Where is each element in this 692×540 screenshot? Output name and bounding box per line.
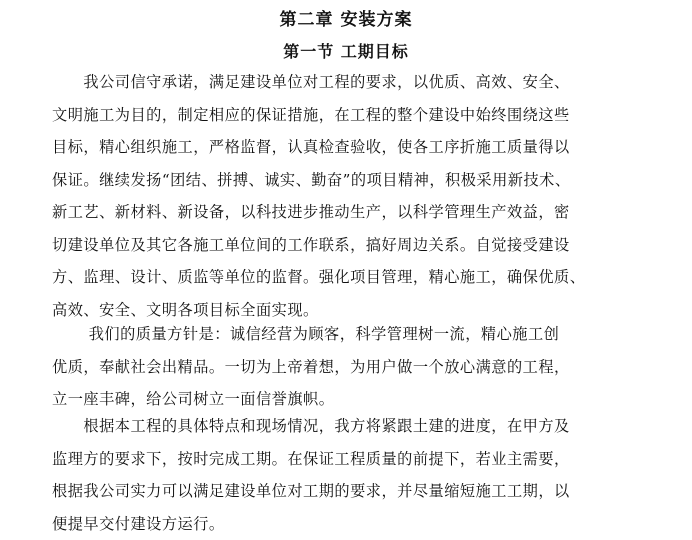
paragraph-line: 监理方的要求下，按时完成工期。在保证工程质量的前提下，若业主需要， (52, 443, 652, 476)
paragraph-line: 根据本工程的具体特点和现场情况，我方将紧跟土建的进度，在甲方及 (52, 410, 652, 443)
paragraph-line: 目标，精心组织施工，严格监督，认真检查验收，使各工序折施工质量得以 (52, 131, 652, 164)
paragraph-line: 优质，奉献社会出精品。一切为上帝着想，为用户做一个放心满意的工程， (52, 351, 652, 384)
paragraph-line: 新工艺、新材料、新设备，以科技进步推动生产，以科学管理生产效益，密 (52, 196, 652, 229)
paragraph-schedule (52, 410, 652, 540)
paragraph-line: 根据我公司实力可以满足建设单位对工期的要求，并尽量缩短施工工期，以 (52, 475, 652, 508)
paragraph-line: 保证。继续发扬“团结、拼搏、诚实、勤奋”的项目精神，积极采用新技术、 (52, 164, 652, 197)
paragraph-line: 立一座丰碑，给公司树立一面信誉旗帜。 (52, 383, 652, 416)
paragraph-quality-policy (52, 318, 652, 416)
paragraph-line: 高效、安全、文明各项目标全面实现。 (52, 294, 652, 327)
paragraph-line: 方、监理、设计、质监等单位的监督。强化项目管理，精心施工，确保优质、 (52, 261, 652, 294)
chapter-title: 第二章 安装方案 (0, 8, 692, 32)
paragraph-line: 我公司信守承诺，满足建设单位对工程的要求，以优质、高效、安全、 (52, 66, 652, 99)
paragraph-line: 我们的质量方针是：诚信经营为顾客，科学管理树一流，精心施工创 (52, 318, 652, 351)
paragraph-line: 便提早交付建设方运行。 (52, 508, 652, 540)
paragraph-line: 切建设单位及其它各施工单位间的工作联系，搞好周边关系。自觉接受建设 (52, 229, 652, 262)
section-title: 第一节 工期目标 (0, 40, 692, 64)
paragraph-commitment (52, 66, 652, 326)
paragraph-line: 文明施工为目的，制定相应的保证措施，在工程的整个建设中始终围绕这些 (52, 99, 652, 132)
